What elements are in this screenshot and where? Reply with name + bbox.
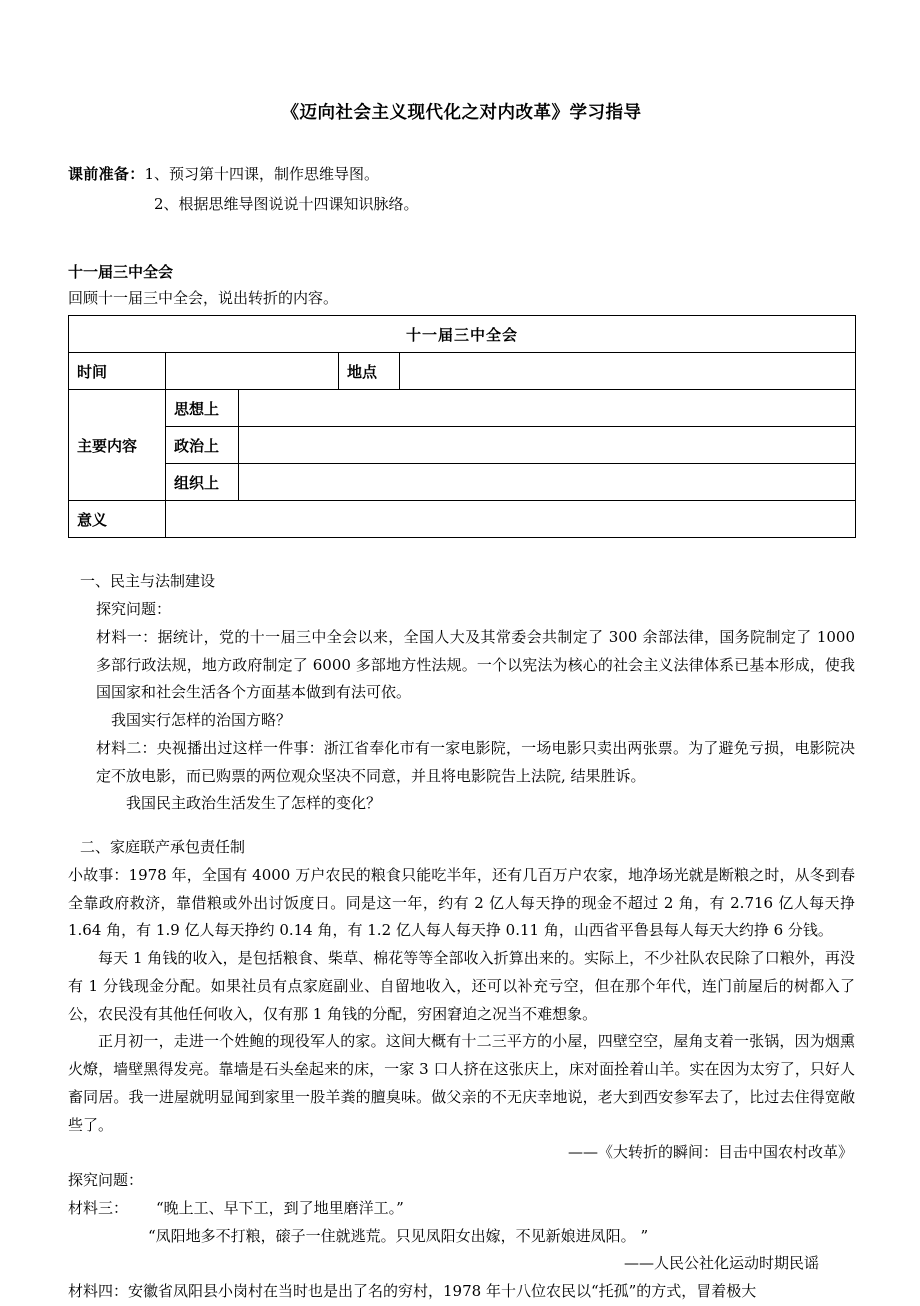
- value-political[interactable]: [239, 427, 856, 464]
- label-organizational: 组织上: [166, 464, 239, 501]
- section-two-heading: 二、家庭联产承包责任制: [80, 838, 246, 856]
- plenum-section: [68, 259, 855, 539]
- label-time: 时间: [69, 353, 166, 390]
- table-row: [69, 353, 856, 390]
- section-two: [68, 834, 855, 1306]
- value-place[interactable]: [400, 353, 856, 390]
- label-main-content: 主要内容: [69, 390, 166, 501]
- value-significance[interactable]: [166, 501, 856, 538]
- plenum-heading: 十一届三中全会: [68, 262, 174, 281]
- value-organizational[interactable]: [239, 464, 856, 501]
- section-one-body: [68, 596, 855, 818]
- question-two: 我国民主政治生活发生了怎样的变化？: [126, 794, 382, 813]
- table-row: [69, 427, 856, 464]
- material-three-quote-one: “晚上工、早下工，到了地里磨洋工。”: [156, 1198, 404, 1217]
- value-ideological[interactable]: [239, 390, 856, 427]
- question-one: 我国实行怎样的治国方略？: [111, 711, 292, 729]
- label-political: 政治上: [166, 427, 239, 464]
- material-three-quote-two: “凤阳地多不打粮，磙子一住就逃荒。只见凤阳女出嫁，不见新娘进凤阳。 ”: [148, 1226, 649, 1245]
- preparation-block: [68, 160, 855, 219]
- table-row: [69, 464, 856, 501]
- preparation-line-2: [68, 190, 855, 219]
- preparation-line-1: [68, 160, 855, 189]
- section-two-paragraph-three: 正月初一，走进一个姓鲍的现役军人的家。这间大概有十二三平方的小屋，四壁空空，屋角支着一张锅，因为烟熏火燎，墙壁黑得发亮。靠墙是石头垒起来的床，一家 3 口人挤在这张庆上，床对面拴着山羊。实在因为太穷了，只好人畜同居。我一进屋就明显闻到家里一股羊粪的膻臭味。做父亲的不无庆幸地说，老大到西安参军去了，比过去住得宽敞些了。: [68, 1032, 855, 1134]
- plenum-table: [68, 315, 856, 538]
- section-one-prompt: 探究问题：: [96, 600, 172, 618]
- section-one: [68, 568, 855, 818]
- label-place: 地点: [339, 353, 400, 390]
- material-three-line-one: [68, 1195, 855, 1223]
- label-significance: 意义: [69, 501, 166, 538]
- value-time[interactable]: [166, 353, 339, 390]
- material-three-label: 材料三：: [68, 1198, 129, 1217]
- table-row: [69, 501, 856, 538]
- section-two-story: 小故事：1978 年，全国有 4000 万户农民的粮食只能吃半年，还有几百万户农家，地净场光就是断粮之时，从冬到春全靠政府救济，靠借粮或外出讨饭度日。同是这一年，约有 2 亿人每天挣的现金不超过 2 角，有 2.716 亿人每天挣 1.64 角，有 1.9 亿人每天挣约 0.14 角，有 1.2 亿人每人每天挣 0.11 角，山西省平鲁县每人每天大约挣 6 分钱。: [68, 865, 855, 940]
- page-title: 《迈向社会主义现代化之对内改革》学习指导: [281, 103, 642, 123]
- preparation-item-2: 2、根据思维导图说说十四课知识脉络。: [154, 194, 419, 213]
- preparation-label: 课前准备：: [68, 165, 145, 184]
- plenum-table-caption: 十一届三中全会: [69, 316, 856, 353]
- section-two-paragraph-two: 每天 1 角钱的收入，是包括粮食、柴草、棉花等等全部收入折算出来的。实际上，不少社队农民除了口粮外，再没有 1 分钱现金分配。如果社员有点家庭副业、自留地收入，还可以补充亏空，但在那个年代，连门前屋后的树都入了公，农民没有其他任何收入，仅有那 1 角钱的分配，穷困窘迫之况当不难想象。: [68, 949, 855, 1023]
- table-row: [69, 390, 856, 427]
- section-one-heading: 一、民主与法制建设: [80, 572, 216, 591]
- material-two: 材料二：央视播出过这样一件事：浙江省奉化市有一家电影院，一场电影只卖出两张票。为了避免亏损，电影院决定不放电影，而已购票的两位观众坚决不同意，并且将电影院告上法院, 结果胜诉。: [96, 738, 855, 785]
- plenum-instruction: 回顾十一届三中全会，说出转折的内容。: [68, 289, 339, 307]
- story-citation: ——《大转折的瞬间：目击中国农村改革》: [567, 1143, 853, 1162]
- label-ideological: 思想上: [166, 390, 239, 427]
- table-row: [69, 316, 856, 353]
- material-one: 材料一：据统计，党的十一届三中全会以来，全国人大及其常委会共制定了 300 余部法律，国务院制定了 1000 多部行政法规，地方政府制定了 6000 多部地方性法规。一个以宪法为核心的社会主义法律体系已基本形成，使我国国家和社会生活各个方面基本做到有法可依。: [96, 627, 855, 702]
- material-three-citation: ——人民公社化运动时期民谣: [623, 1254, 819, 1273]
- section-two-prompt: 探究问题：: [68, 1171, 144, 1189]
- material-four: 材料四：安徽省凤阳县小岗村在当时也是出了名的穷村，1978 年十八位农民以“托孤”的方式，冒着极大: [68, 1282, 757, 1300]
- preparation-item-1: 1、预习第十四课，制作思维导图。: [144, 165, 380, 184]
